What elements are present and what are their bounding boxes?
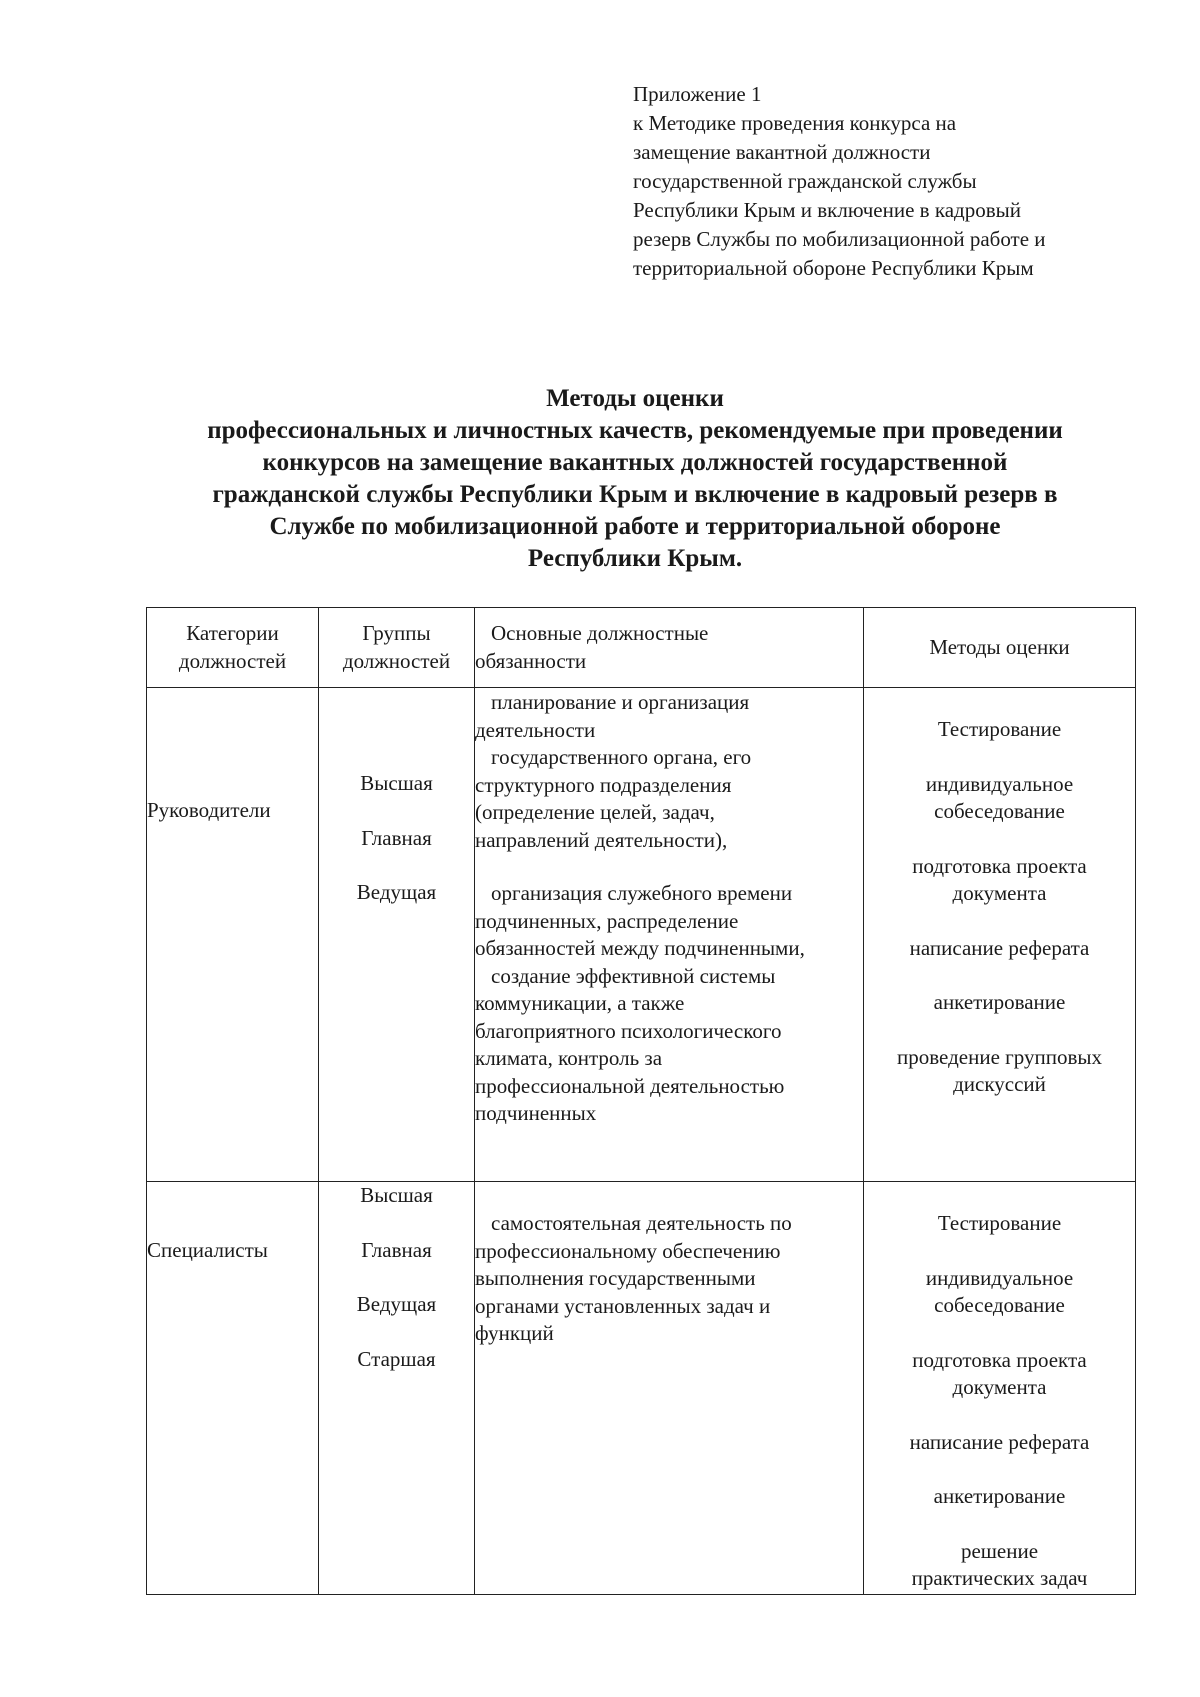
- duty-text: организация служебного времени: [491, 881, 793, 905]
- method-text: Тестирование: [937, 717, 1062, 741]
- header-category: [147, 608, 319, 688]
- groups-cell: [319, 1182, 475, 1595]
- duty-text: профессиональной деятельностью: [475, 1073, 785, 1098]
- method-text: индивидуальное: [925, 771, 1074, 796]
- title-line: профессиональных и личностных качеств, рекомендуемые при проведении: [207, 417, 1063, 444]
- group-text: Высшая: [360, 1183, 433, 1207]
- title-line: Методы оценки: [546, 385, 724, 412]
- methods-cell: [864, 688, 1136, 1182]
- group-text: Главная: [361, 825, 432, 850]
- group-text: Высшая: [360, 771, 433, 795]
- document-title: [130, 383, 1140, 575]
- method-text: собеседование: [934, 799, 1065, 823]
- method-text: подготовка проекта: [912, 1347, 1087, 1372]
- duty-text: деятельности: [475, 717, 596, 742]
- duty-text: создание эффективной системы: [491, 963, 776, 988]
- duty-text: (определение целей, задач,: [475, 800, 715, 824]
- category-text: Руководители: [147, 798, 271, 822]
- method-text: Тестирование: [937, 1211, 1062, 1235]
- appendix-line: Республики Крым и включение в кадровый: [633, 198, 1021, 222]
- method-text: написание реферата: [909, 935, 1090, 960]
- method-text: практических задач: [911, 1566, 1088, 1590]
- table-header-row: [147, 608, 1136, 688]
- duty-text: выполнения государственными: [475, 1266, 756, 1290]
- duty-text: самостоятельная деятельность по: [491, 1211, 792, 1235]
- appendix-line: к Методике проведения конкурса на: [633, 111, 957, 135]
- title-line: Службе по мобилизационной работе и территориальной обороне: [269, 513, 1001, 540]
- header-methods: [864, 608, 1136, 688]
- header-duties: [475, 608, 864, 688]
- duties-cell: [475, 1182, 864, 1595]
- method-text: проведение групповых: [897, 1044, 1102, 1069]
- header-groups: [319, 608, 475, 688]
- method-text: решение: [960, 1538, 1039, 1563]
- method-text: документа: [952, 1375, 1047, 1399]
- category-cell: [147, 1182, 319, 1595]
- method-text: анкетирование: [933, 1484, 1066, 1508]
- duty-text: направлений деятельности),: [475, 827, 728, 852]
- duty-text: благоприятного психологического: [475, 1018, 782, 1043]
- appendix-note: [633, 80, 1153, 283]
- duty-text: органами установленных задач и: [475, 1293, 771, 1318]
- duty-text: структурного подразделения: [475, 772, 732, 797]
- header-text: обязанности: [475, 648, 587, 673]
- appendix-line: территориальной обороне Республики Крым: [633, 256, 1034, 280]
- header-text: должностей: [178, 648, 287, 673]
- duty-text: профессиональному обеспечению: [475, 1238, 781, 1263]
- method-text: написание реферата: [909, 1429, 1090, 1454]
- appendix-line: резерв Службы по мобилизационной работе и: [633, 227, 1046, 251]
- header-text: Методы оценки: [929, 634, 1070, 659]
- duty-text: подчиненных: [475, 1101, 597, 1125]
- table-row: [147, 688, 1136, 1182]
- group-text: Старшая: [357, 1346, 436, 1371]
- duty-text: функций: [475, 1321, 554, 1345]
- method-text: собеседование: [934, 1293, 1065, 1317]
- table-row: [147, 1182, 1136, 1595]
- header-text: Категории: [186, 621, 279, 645]
- category-cell: [147, 688, 319, 1182]
- duty-text: климата, контроль за: [475, 1046, 663, 1070]
- category-text: Специалисты: [147, 1238, 268, 1262]
- duties-cell: [475, 688, 864, 1182]
- methods-cell: [864, 1182, 1136, 1595]
- method-text: индивидуальное: [925, 1265, 1074, 1290]
- duty-text: государственного органа, его: [491, 745, 752, 769]
- method-text: дискуссий: [953, 1072, 1046, 1096]
- method-text: подготовка проекта: [912, 853, 1087, 878]
- groups-cell: [319, 688, 475, 1182]
- title-line: гражданской службы Республики Крым и включение в кадровый резерв в: [212, 481, 1058, 508]
- duty-text: подчиненных, распределение: [475, 908, 739, 933]
- duty-text: обязанностей между подчиненными,: [475, 936, 805, 960]
- methods-table: [146, 607, 1136, 1595]
- group-text: Ведущая: [356, 1292, 437, 1316]
- group-text: Главная: [361, 1237, 432, 1262]
- header-text: должностей: [342, 648, 451, 673]
- title-line: конкурсов на замещение вакантных должностей государственной: [262, 449, 1008, 476]
- header-text: Основные должностные: [491, 621, 709, 645]
- title-line: Республики Крым.: [527, 545, 743, 572]
- appendix-line: Приложение 1: [633, 82, 762, 106]
- duty-text: планирование и организация: [491, 690, 750, 714]
- appendix-line: государственной гражданской службы: [633, 169, 977, 193]
- method-text: анкетирование: [933, 990, 1066, 1014]
- header-text: Группы: [362, 621, 431, 645]
- duty-text: коммуникации, а также: [475, 991, 685, 1015]
- appendix-line: замещение вакантной должности: [633, 140, 931, 164]
- group-text: Ведущая: [356, 880, 437, 904]
- method-text: документа: [952, 881, 1047, 905]
